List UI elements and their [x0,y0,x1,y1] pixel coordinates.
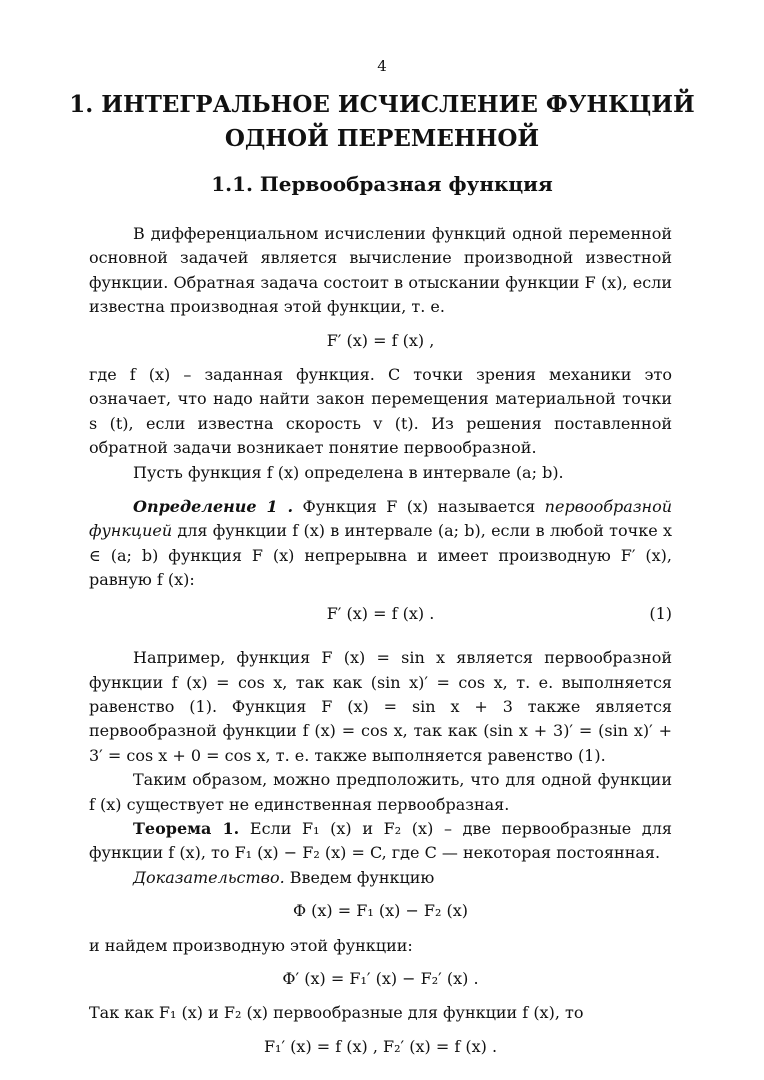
paragraph-since: Так как F₁ (x) и F₂ (x) первообразные для функции f (x), то [89,1003,584,1023]
paragraph-conclusion: Таким образом, можно предположить, что для одной функции f (x) существует не единственная первообразная. [89,770,672,814]
page-number: 4 [377,57,387,75]
definition-label: Определение 1 . [133,497,294,517]
theorem-text: Если F₁ (x) и F₂ (x) – две первообразные для функции f (x), то F₁ (x) − F₂ (x) = C, где C — некоторая постоянная. [89,818,672,863]
proof-label: Доказательство. [133,867,285,887]
paragraph-intro: В дифференциальном исчислении функций одной переменной основной задачей является вычисление производной известной функции. Обратная задача состоит в отыскании функции F (x), если известна производная этой функции, т. е. [89,224,672,317]
paragraph-interval: Пусть функция f (x) определена в интервале (a; b). [133,462,564,482]
theorem-1 [89,817,672,866]
equation-phi: Φ (x) = F₁ (x) − F₂ (x) [292,901,469,921]
paragraph-mechanics: где f (x) – заданная функция. С точки зрения механики это означает, что надо найти закон перемещения материальной точки s (t), если известна скорость v (t). Из решения поставленной обратной задачи возникает понятие первообразной. [89,365,672,458]
definition-term: первообразной функцией [89,497,673,541]
definition-text-b: для функции f (x) в интервале (a; b), если в любой точке x ∈ (a; b) функция F (x) непрерывна и имеет производную F′ (x), равную f (x): [89,521,672,590]
section-title: 1.1. Первообразная функция [211,172,553,196]
proof-text: Введем функцию [284,867,435,887]
equation-phi-derivative: Φ′ (x) = F₁′ (x) − F₂′ (x) . [282,968,479,988]
equation-1-number: (1) [649,603,672,623]
equation-1-body: F′ (x) = f (x) . [326,603,435,623]
body-text [89,222,672,1069]
equation-antiderivative: F′ (x) = f (x) , [326,330,435,350]
chapter-title: 1. ИНТЕГРАЛЬНОЕ ИСЧИСЛЕНИЕ ФУНКЦИЙ ОДНОЙ ПЕРЕМЕННОЙ [69,91,695,152]
theorem-label: Теорема 1. [133,818,240,838]
equation-derivatives: F₁′ (x) = f (x) , F₂′ (x) = f (x) . [263,1036,498,1056]
definition-text-a: Функция F (x) называется [293,497,545,517]
definition-1 [89,495,672,593]
equation-1 [89,602,672,626]
paragraph-derivative: и найдем производную этой функции: [89,935,413,955]
proof [89,866,672,890]
paragraph-example: Например, функция F (x) = sin x является первообразной функции f (x) = cos x, так как (sin x)′ = cos x, т. е. выполняется равенство (1). Функция F (x) = sin x + 3 также является первообразной функции f (x) = cos x, так как (sin x + 3)′ = (sin x)′ + 3′ = cos x + 0 = cos x, т. е. также выполняется равенство (1). [89,648,672,765]
